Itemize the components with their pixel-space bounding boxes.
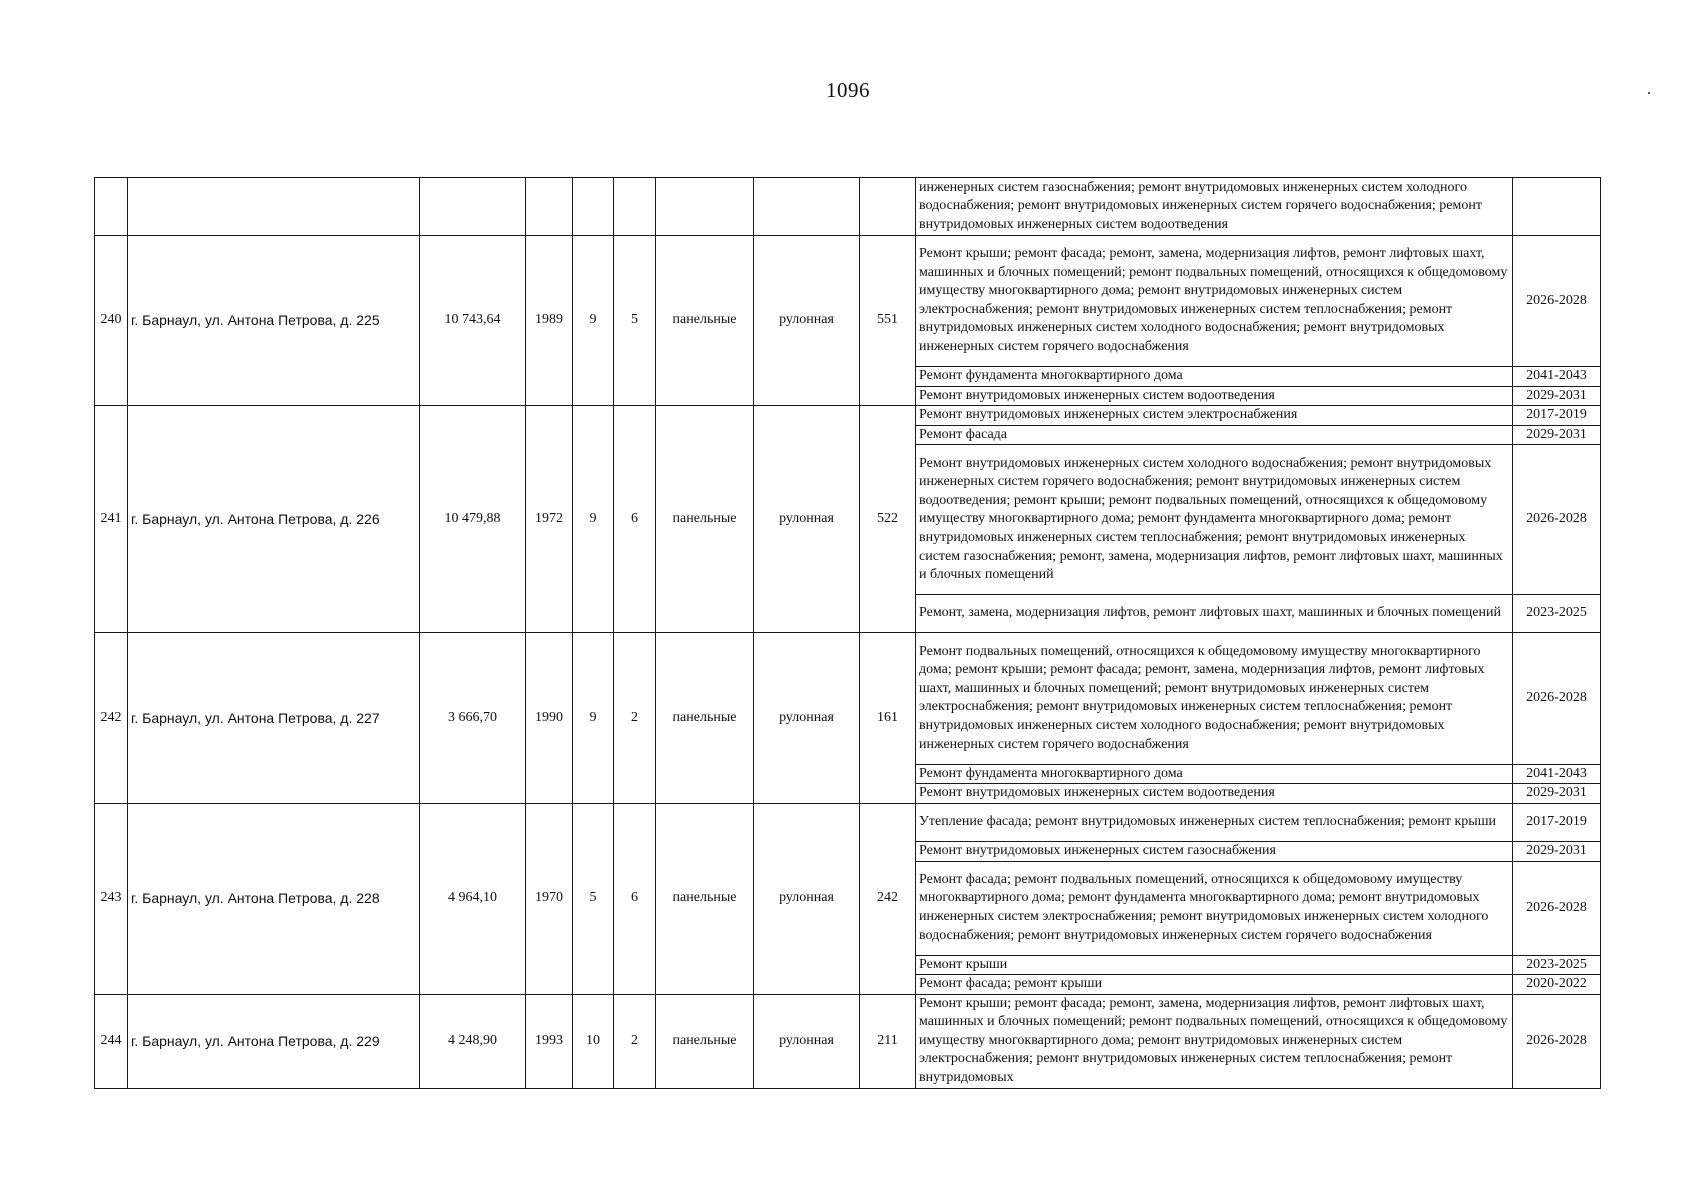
total-area: 10 743,64 [420,235,526,405]
work-list: Ремонт, замена, модернизация лифтов, ремонт лифтовых шахт, машинных и блочных помещений [916,595,1513,633]
commission-year: 1972 [526,406,573,633]
row-number: 243 [95,803,128,994]
work-list: Ремонт внутридомовых инженерных систем холодного водоснабжения; ремонт внутридомовых инженерных систем горячего водоснабжения; ремонт внутридомовых инженерных систем водоотведения; ремонт крыши; ремонт подвальных помещений, относящихся к общедомовому имуществу многоквартирного дома; ремонт фундамента многоквартирного дома; ремонт внутридомовых инженерных систем теплоснабжения; ремонт внутридомовых инженерных систем газоснабжения; ремонт, замена, модернизация лифтов, ремонт лифтовых шахт, машинных и блочных помещений [916,445,1513,595]
row-number: 240 [95,235,128,405]
building-row [95,235,1601,366]
work-list: Ремонт фундамента многоквартирного дома [916,764,1513,784]
floor-count: 5 [573,803,614,994]
work-period: 2041-2043 [1513,366,1601,386]
building-row [95,994,1601,1088]
housing-repair-table [94,177,1601,1089]
work-list: Ремонт внутридомовых инженерных систем газоснабжения [916,841,1513,861]
work-period: 2023-2025 [1513,595,1601,633]
work-period: 2017-2019 [1513,803,1601,841]
work-period: 2041-2043 [1513,764,1601,784]
work-period: 2026-2028 [1513,445,1601,595]
work-period: 2029-2031 [1513,784,1601,804]
entrance-count: 2 [614,633,656,803]
work-period: 2029-2031 [1513,841,1601,861]
work-period [1513,178,1601,236]
work-period: 2023-2025 [1513,955,1601,975]
roof-type: рулонная [754,994,860,1088]
floor-count: 9 [573,633,614,803]
roof-type: рулонная [754,235,860,405]
work-list: Ремонт внутридомовых инженерных систем водоотведения [916,784,1513,804]
empty-cell [754,178,860,236]
empty-cell [420,178,526,236]
empty-cell [860,178,916,236]
work-list: Ремонт внутридомовых инженерных систем водоотведения [916,386,1513,406]
work-period: 2029-2031 [1513,425,1601,445]
resident-count: 551 [860,235,916,405]
empty-cell [128,178,420,236]
wall-material: панельные [656,633,754,803]
work-period: 2020-2022 [1513,975,1601,995]
scan-speck [1648,92,1650,94]
resident-count: 242 [860,803,916,994]
wall-material: панельные [656,994,754,1088]
work-period: 2017-2019 [1513,406,1601,426]
entrance-count: 2 [614,994,656,1088]
row-number: 242 [95,633,128,803]
building-address: г. Барнаул, ул. Антона Петрова, д. 226 [128,406,420,633]
total-area: 10 479,88 [420,406,526,633]
building-row [95,406,1601,426]
work-list: Утепление фасада; ремонт внутридомовых инженерных систем теплоснабжения; ремонт крыши [916,803,1513,841]
work-list: Ремонт крыши [916,955,1513,975]
work-period: 2026-2028 [1513,235,1601,366]
entrance-count: 6 [614,803,656,994]
work-list: Ремонт фундамента многоквартирного дома [916,366,1513,386]
row-number: 241 [95,406,128,633]
total-area: 4 964,10 [420,803,526,994]
empty-cell [573,178,614,236]
work-list: Ремонт фасада; ремонт подвальных помещений, относящихся к общедомовому имуществу многоквартирного дома; ремонт фундамента многоквартирного дома; ремонт внутридомовых инженерных систем электроснабжения; ремонт внутридомовых инженерных систем холодного водоснабжения; ремонт внутридомовых инженерных систем горячего водоснабжения [916,861,1513,955]
empty-cell [614,178,656,236]
resident-count: 161 [860,633,916,803]
work-list: Ремонт фасада [916,425,1513,445]
commission-year: 1970 [526,803,573,994]
wall-material: панельные [656,803,754,994]
continuation-row [95,178,1601,236]
work-period: 2026-2028 [1513,861,1601,955]
floor-count: 10 [573,994,614,1088]
work-list: Ремонт подвальных помещений, относящихся к общедомовому имуществу многоквартирного дома; ремонт крыши; ремонт фасада; ремонт, замена, модернизация лифтов, ремонт лифтовых шахт, машинных и блочных помещений; ремонт внутридомовых инженерных систем электроснабжения; ремонт внутридомовых инженерных систем теплоснабжения; ремонт внутридомовых инженерных систем холодного водоснабжения; ремонт внутридомовых инженерных систем горячего водоснабжения [916,633,1513,764]
empty-cell [526,178,573,236]
entrance-count: 6 [614,406,656,633]
commission-year: 1993 [526,994,573,1088]
total-area: 3 666,70 [420,633,526,803]
empty-cell [95,178,128,236]
building-address: г. Барнаул, ул. Антона Петрова, д. 228 [128,803,420,994]
total-area: 4 248,90 [420,994,526,1088]
work-period: 2026-2028 [1513,633,1601,764]
commission-year: 1990 [526,633,573,803]
building-address: г. Барнаул, ул. Антона Петрова, д. 227 [128,633,420,803]
page-number: 1096 [826,78,870,102]
work-period: 2029-2031 [1513,386,1601,406]
entrance-count: 5 [614,235,656,405]
row-number: 244 [95,994,128,1088]
floor-count: 9 [573,235,614,405]
wall-material: панельные [656,235,754,405]
floor-count: 9 [573,406,614,633]
building-row [95,803,1601,841]
wall-material: панельные [656,406,754,633]
roof-type: рулонная [754,406,860,633]
roof-type: рулонная [754,803,860,994]
building-address: г. Барнаул, ул. Антона Петрова, д. 225 [128,235,420,405]
empty-cell [656,178,754,236]
work-list: инженерных систем газоснабжения; ремонт внутридомовых инженерных систем холодного водоснабжения; ремонт внутридомовых инженерных систем горячего водоснабжения; ремонт внутридомовых инженерных систем водоотведения [916,178,1513,236]
work-period: 2026-2028 [1513,994,1601,1088]
building-row [95,633,1601,764]
building-address: г. Барнаул, ул. Антона Петрова, д. 229 [128,994,420,1088]
work-list: Ремонт внутридомовых инженерных систем электроснабжения [916,406,1513,426]
work-list: Ремонт фасада; ремонт крыши [916,975,1513,995]
resident-count: 522 [860,406,916,633]
work-list: Ремонт крыши; ремонт фасада; ремонт, замена, модернизация лифтов, ремонт лифтовых шахт, машинных и блочных помещений; ремонт подвальных помещений, относящихся к общедомовому имуществу многоквартирного дома; ремонт внутридомовых инженерных систем электроснабжения; ремонт внутридомовых инженерных систем теплоснабжения; ремонт внутридомовых инженерных систем холодного водоснабжения; ремонт внутридомовых инженерных систем горячего водоснабжения [916,235,1513,366]
work-list: Ремонт крыши; ремонт фасада; ремонт, замена, модернизация лифтов, ремонт лифтовых шахт, машинных и блочных помещений; ремонт подвальных помещений, относящихся к общедомовому имуществу многоквартирного дома; ремонт внутридомовых инженерных систем электроснабжения; ремонт внутридомовых инженерных систем теплоснабжения; ремонт внутридомовых [916,994,1513,1088]
roof-type: рулонная [754,633,860,803]
commission-year: 1989 [526,235,573,405]
resident-count: 211 [860,994,916,1088]
